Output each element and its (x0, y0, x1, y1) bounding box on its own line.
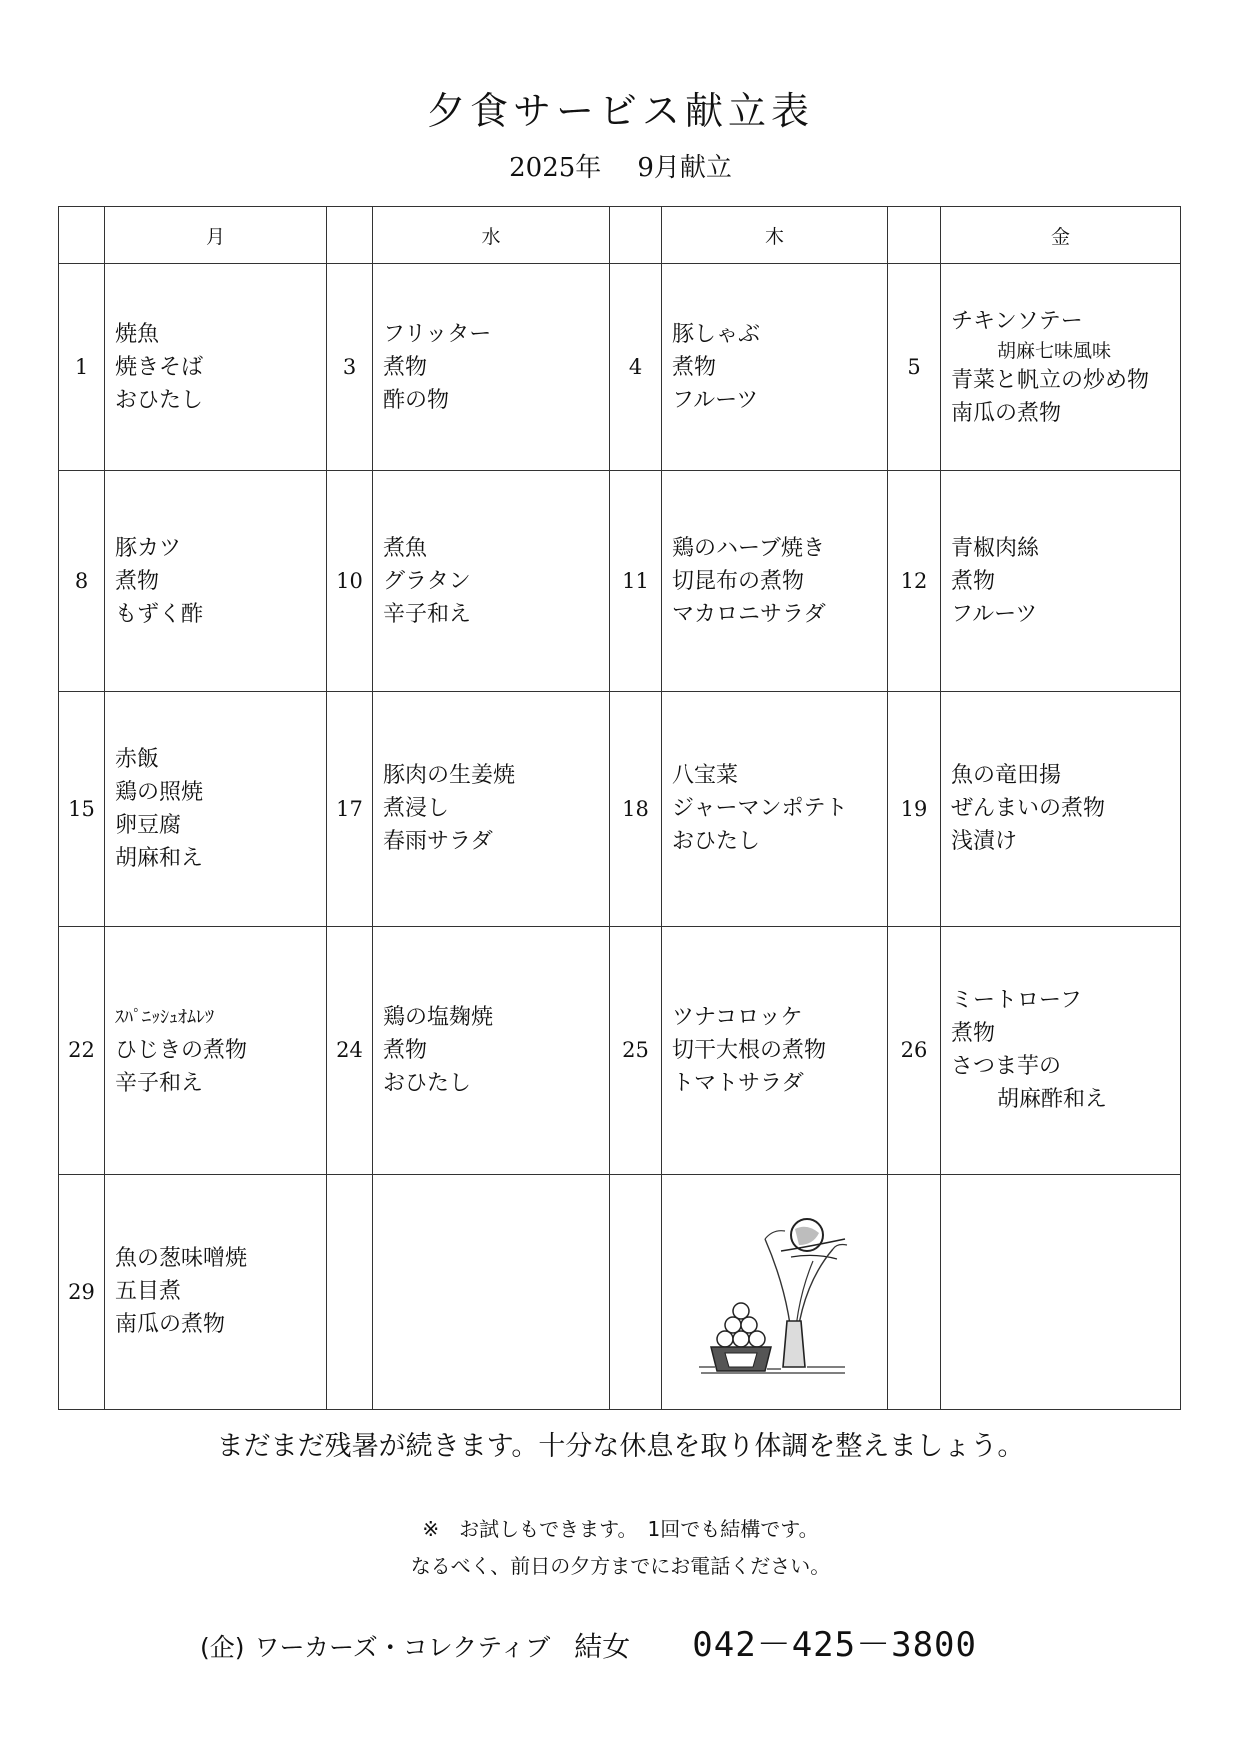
company-type: (企) (200, 1633, 245, 1662)
week-row (59, 264, 1181, 471)
menu-item-note: 胡麻七味風味 (997, 339, 1112, 362)
menu-item: 春雨サラダ (383, 829, 493, 855)
menu-cell (105, 471, 327, 691)
menu-item: フルーツ (672, 387, 759, 413)
day-number: 26 (888, 927, 941, 1174)
menu-item: ぜんまいの煮物 (951, 796, 1106, 822)
menu-item: もずく酢 (115, 601, 204, 627)
day-number: 17 (327, 691, 373, 926)
menu-item: 辛子和え (383, 601, 472, 627)
menu-item: 魚の葱味噌焼 (115, 1246, 248, 1272)
note-line: ※ お試しもできます。 1回でも結構です。 (422, 1517, 819, 1541)
day-number: 10 (327, 471, 373, 691)
menu-item: 煮魚 (383, 535, 428, 561)
menu-item: 焼きそば (115, 354, 204, 380)
menu-item: おひたし (672, 829, 761, 855)
menu-item: 豚肉の生姜焼 (383, 763, 516, 789)
day-number: 4 (610, 264, 662, 471)
menu-item: 胡麻酢和え (997, 1087, 1108, 1113)
menu-item: 辛子和え (115, 1070, 204, 1096)
empty-day-cell (888, 1174, 941, 1409)
menu-cell (662, 927, 888, 1174)
empty-day-cell (327, 1174, 373, 1409)
week-row (59, 927, 1181, 1174)
organization-name: ワーカーズ・コレクティブ (254, 1633, 551, 1662)
menu-item: 八宝菜 (672, 763, 739, 789)
week-row (59, 471, 1181, 691)
menu-item: 切干大根の煮物 (672, 1037, 827, 1063)
day-number: 29 (59, 1174, 105, 1409)
menu-item: フリッター (383, 321, 492, 347)
menu-item: 焼魚 (115, 321, 160, 347)
phone-number: 042－425－3800 (692, 1625, 977, 1665)
menu-item: ツナコロッケ (672, 1004, 803, 1030)
day-number: 1 (59, 264, 105, 471)
empty-day-cell (610, 1174, 662, 1409)
day-number: 3 (327, 264, 373, 471)
menu-table (58, 206, 1181, 1410)
note-line: なるべく、前日の夕方までにお電話ください。 (410, 1554, 831, 1578)
header-friday: 金 (941, 207, 1181, 264)
menu-cell (105, 264, 327, 471)
menu-item: 浅漬け (951, 829, 1018, 855)
menu-cell (941, 691, 1181, 926)
day-number: 12 (888, 471, 941, 691)
menu-item: 鶏のハーブ焼き (672, 535, 825, 561)
menu-item: 胡麻和え (115, 845, 204, 871)
menu-item: 煮物 (672, 354, 717, 380)
menu-cell (373, 691, 610, 926)
seasonal-message: まだまだ残暑が続きます。十分な休息を取り体調を整えましょう。 (216, 1431, 1025, 1462)
subtitle-month: 9月献立 (637, 153, 732, 183)
menu-item: マカロニサラダ (672, 601, 826, 627)
menu-item: さつま芋の (951, 1054, 1062, 1080)
menu-item: 煮浸し (383, 796, 450, 822)
menu-cell (941, 471, 1181, 691)
subtitle-year: 2025年 (509, 153, 602, 183)
illustration-cell (662, 1174, 888, 1409)
menu-item: 煮物 (383, 354, 428, 380)
day-number: 5 (888, 264, 941, 471)
day-number: 11 (610, 471, 662, 691)
menu-item: トマトサラダ (672, 1070, 804, 1096)
empty-menu-cell (373, 1174, 610, 1409)
menu-item: 卵豆腐 (115, 812, 182, 838)
menu-item: 魚の竜田揚 (951, 763, 1062, 789)
day-number: 19 (888, 691, 941, 926)
menu-item: おひたし (383, 1070, 472, 1096)
menu-cell (662, 691, 888, 926)
menu-item: 煮物 (383, 1037, 428, 1063)
menu-cell (105, 1174, 327, 1409)
page-title: 夕食サービス献立表 (426, 89, 814, 133)
menu-item: ジャーマンポテト (672, 796, 848, 822)
menu-cell (373, 927, 610, 1174)
menu-cell (105, 927, 327, 1174)
menu-item: 煮物 (115, 568, 160, 594)
shop-name: 結女 (574, 1630, 631, 1663)
menu-item: 鶏の塩麹焼 (383, 1004, 494, 1030)
menu-item: 切昆布の煮物 (672, 568, 805, 594)
menu-item: 青菜と帆立の炒め物 (951, 367, 1150, 393)
day-number: 15 (59, 691, 105, 926)
week-row (59, 1174, 1181, 1409)
menu-item: 煮物 (951, 1021, 996, 1047)
menu-cell (373, 471, 610, 691)
menu-item: 赤飯 (115, 746, 160, 772)
day-number: 22 (59, 927, 105, 1174)
menu-item: 南瓜の煮物 (115, 1312, 226, 1338)
day-number: 18 (610, 691, 662, 926)
subtitle (0, 147, 1241, 184)
footer (200, 1617, 1100, 1666)
menu-cell (105, 691, 327, 926)
menu-cell (662, 264, 888, 471)
week-row (59, 691, 1181, 926)
header-wednesday: 水 (373, 207, 610, 264)
header-thursday: 木 (662, 207, 888, 264)
menu-item: ミートローフ (951, 988, 1082, 1014)
day-number: 8 (59, 471, 105, 691)
menu-cell (941, 927, 1181, 1174)
day-number: 25 (610, 927, 662, 1174)
menu-item: 青椒肉絲 (951, 535, 1040, 561)
menu-item: チキンソテー (951, 308, 1083, 334)
menu-item: フルーツ (951, 601, 1038, 627)
header-monday: 月 (105, 207, 327, 264)
menu-cell (941, 264, 1181, 471)
menu-item: 酢の物 (383, 387, 450, 413)
empty-menu-cell (941, 1174, 1181, 1409)
menu-item: 南瓜の煮物 (951, 400, 1062, 426)
menu-item: おひたし (115, 387, 204, 413)
menu-item: ｽﾊﾟﾆｯｼｭｵﾑﾚﾂ (115, 1006, 214, 1028)
menu-cell (373, 264, 610, 471)
menu-item: ひじきの煮物 (115, 1037, 248, 1063)
header-row (59, 207, 1181, 264)
tsukimi-illustration (695, 1209, 855, 1374)
menu-item: 豚カツ (115, 535, 182, 561)
menu-item: グラタン (383, 568, 471, 594)
menu-item: 煮物 (951, 568, 996, 594)
menu-item: 五目煮 (115, 1279, 182, 1305)
day-number: 24 (327, 927, 373, 1174)
menu-item: 鶏の照焼 (115, 779, 204, 805)
menu-item: 豚しゃぶ (672, 321, 761, 347)
menu-cell (662, 471, 888, 691)
